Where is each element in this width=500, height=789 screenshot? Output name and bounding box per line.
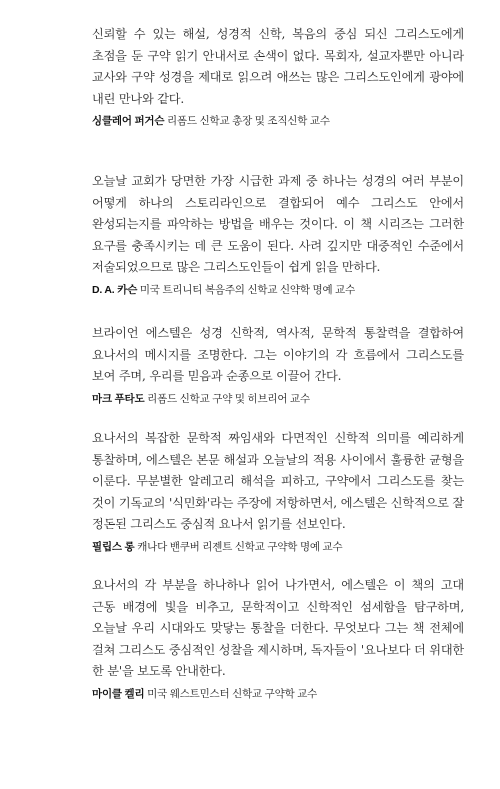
endorsement-attribution <box>92 687 464 701</box>
endorser-name: 마크 푸타도 <box>92 392 145 405</box>
endorsement-quote: 요나서의 각 부분을 하나하나 읽어 나가면서, 에스텔은 이 책의 고대 근동 배경에 빛을 비추고, 문학적이고 신학적인 섬세함을 탐구하며, 오늘날 우리 시대와도 맞닿는 통찰을 더한다. 무엇보다 그는 책 전체에 걸쳐 그리스도 중심적인 성찰을 제시하며, 독자들이 '요나보다 더 위대한 한 분'을 보도록 안내한다. <box>92 578 464 678</box>
endorser-title: 미국 웨스트민스터 신학교 구약학 교수 <box>147 687 318 700</box>
endorsement-2 <box>92 171 464 297</box>
endorser-name: 마이클 켈리 <box>92 687 145 700</box>
endorser-title: 리폼드 신학교 총장 및 조직신학 교수 <box>167 115 330 127</box>
endorser-title: 미국 트리니티 복음주의 신학교 신약학 명예 교수 <box>139 283 356 296</box>
endorsement-quote: 브라이언 에스텔은 성경 신학적, 역사적, 문학적 통찰력을 결합하여 요나서의 메시지를 조명한다. 그는 이야기의 각 흐름에서 그리스도를 보여 주며, 우리를 믿음과 순종으로 이끌어 간다. <box>92 326 464 383</box>
endorsement-4 <box>92 428 464 554</box>
endorsement-quote: 요나서의 복잡한 문학적 짜임새와 다면적인 신학적 의미를 예리하게 통찰하며, 에스텔은 본문 해설과 오늘날의 적용 사이에서 훌륭한 균형을 이룬다. 무분별한 알레고리 해석을 피하고, 구약에서 그리스도를 찾는 것이 기독교의 '식민화'라는 주장에 저항하면서, 에스텔은 신학적으로 잘 정돈된 그리스도 중심적 요나서 읽기를 선보인다. <box>92 431 464 531</box>
endorsement-attribution <box>92 114 464 128</box>
endorsement-quote: 오늘날 교회가 당면한 가장 시급한 과제 중 하나는 성경의 여러 부분이 어떻게 하나의 스토리라인으로 결합되어 예수 그리스도 안에서 완성되는지를 파악하는 방법을 배우는 것이다. 이 책 시리즈는 그러한 요구를 충족시키는 데 큰 도움이 된다. 사려 깊지만 대중적인 수준에서 저술되었으므로 많은 그리스도인들이 쉽게 읽을 만하다. <box>92 174 464 274</box>
endorsement-5 <box>92 575 464 701</box>
endorsement-1 <box>92 24 464 128</box>
endorser-name: D. A. 카슨 <box>92 283 138 296</box>
endorser-title: 캐나다 밴쿠버 리젠트 신학교 구약학 명예 교수 <box>137 540 343 553</box>
endorsement-quote: 신뢰할 수 있는 해설, 성경적 신학, 복음의 중심 되신 그리스도에게 초점을 둔 구약 읽기 안내서로 손색이 없다. 목회자, 설교자뿐만 아니라 교사와 구약 성경을 제대로 읽으려 애쓰는 많은 그리스도인에게 광야에 내린 만나와 같다. <box>92 27 464 106</box>
endorsement-attribution <box>92 283 464 297</box>
endorser-name: 필립스 롱 <box>92 540 135 553</box>
endorser-name: 싱클레어 퍼거슨 <box>92 115 165 127</box>
endorsement-attribution <box>92 392 464 406</box>
endorser-title: 리폼드 신학교 구약 및 히브리어 교수 <box>147 392 310 405</box>
endorsement-attribution <box>92 540 464 554</box>
endorsement-3 <box>92 323 464 406</box>
